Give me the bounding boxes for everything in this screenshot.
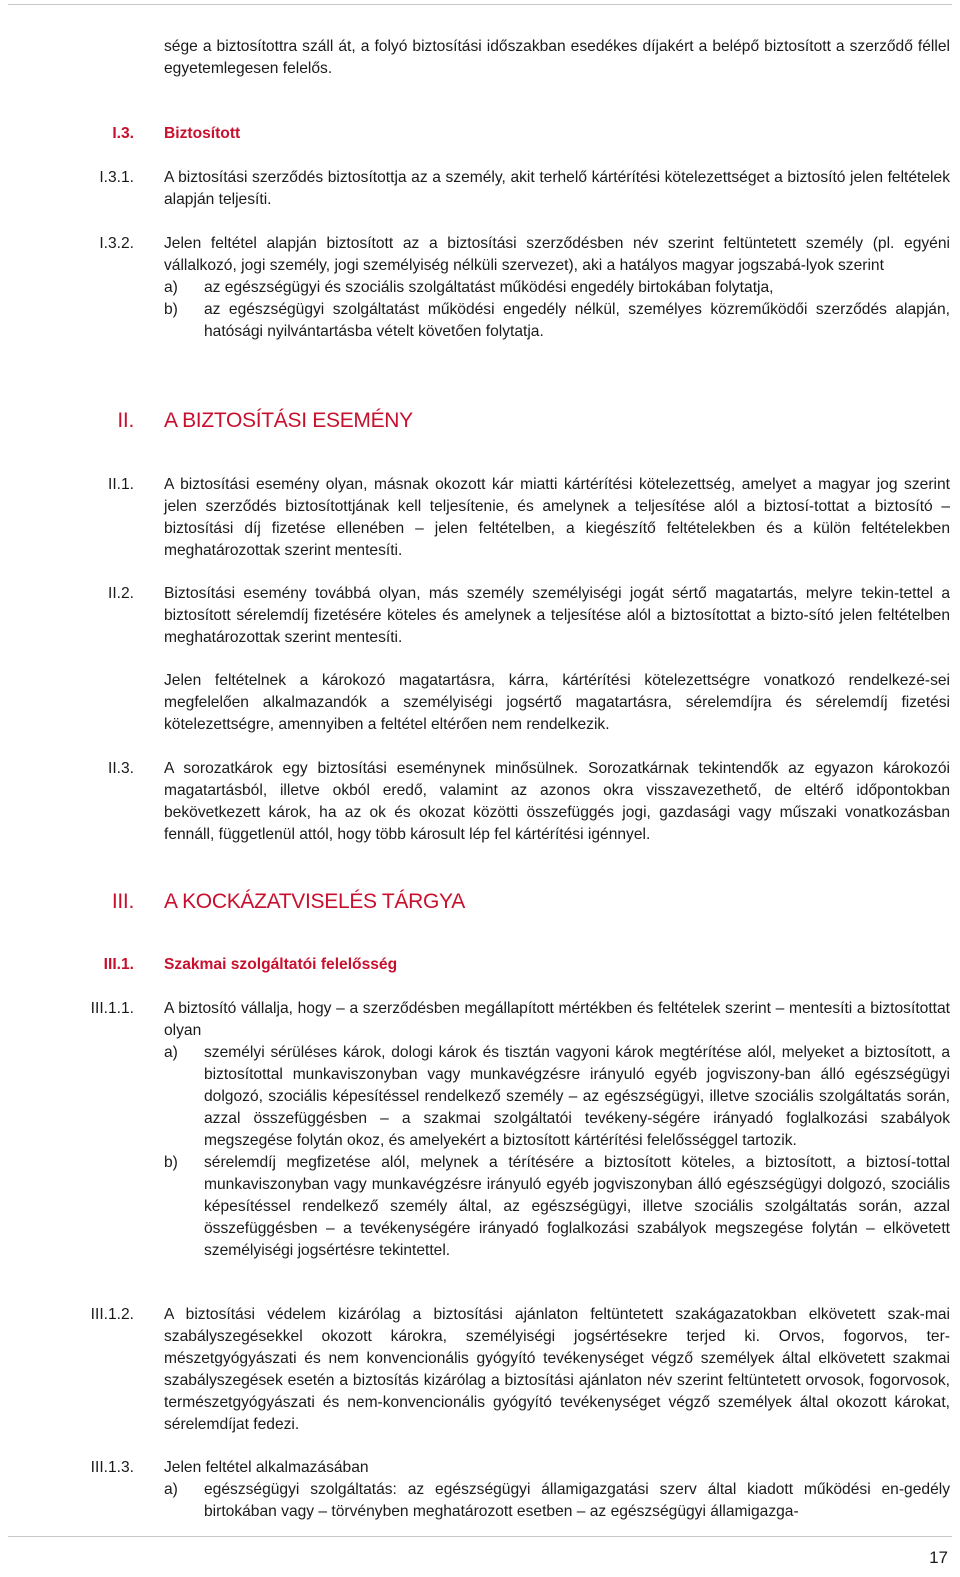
clause-text: Jelen feltételnek a károkozó magatartásra, kárra, kártérítési kötelezettségre vonatkozó rendelkezé-sei megfelelően alkalmazandók a személyiségi jogsértő magatartásra, sérelemdíjra és sérelemdíj fizetési kötelezettségre, amennyiben a feltétel eltérően nem rendelkezik. [164, 672, 950, 733]
section-number: III.1. [103, 956, 134, 973]
clause-text: A biztosítási szerződés biztosítottja az a személy, akit terhelő kártérítési kötelezettséget a biztosító jelen feltételek alapján teljesíti. [164, 169, 950, 208]
list-item-a [164, 1042, 950, 1152]
clause-text: Jelen feltétel alkalmazásában [164, 1459, 369, 1476]
list-text: sérelemdíj megfizetése alól, melynek a térítésére a biztosított köteles, a biztosított, a biztosí-tottal munkaviszonyban vagy munkavégzésre irányuló egyéb jogviszonyban álló egészségügyi dolgozó, szociális képesítéssel rendelkező személy által, az egészségügyi, illetve szociális szolgáltatás során, azzal összefüggésben – a tevékenységére irányadó foglalkozási szabályok megszegése folytán – elkövetett személyiségi jogsértésre tekintettel. [204, 1154, 950, 1259]
section-title: A KOCKÁZATVISELÉS TÁRGYA [164, 890, 465, 913]
clause-number: II.3. [107, 760, 134, 777]
section-number: II. [117, 409, 134, 432]
intro-text: sége a biztosítottra száll át, a folyó biztosítási időszakban esedékes díjakért a belépő biztosított a szerződő féllel egyetemlegesen felelős. [164, 38, 950, 77]
list-item-a [164, 277, 950, 299]
list-label: b) [164, 301, 178, 318]
clause-text: A sorozatkárok egy biztosítási eseménynek minősülnek. Sorozatkárnak tekintendők az egyazon károkozói magatartásból, illetve okból eredő, valamint az azonos okra visszavezethető, de eltérő időpontokban bekövetkezett károk, ha az ok és okozat közötti összefüggés jogi, gazdasági vagy műszaki vonatkozásban fennáll, függetlenül attól, hogy több károsult lép fel kártérítési igénnyel. [164, 760, 950, 843]
clause-text: A biztosítási esemény olyan, másnak okozott kár miatti kártérítési kötelezettség, amelyet a magyar jog szerint jelen szerződés biztosítottjának kell teljesítenie, és amelynek a teljesítése alól a biztosí-tottat a biztosító – biztosítási díj fizetése ellenében – jelen feltételben, a kiegészítő feltételekben és a külön feltételekben meghatározottak szerint mentesíti. [164, 476, 950, 559]
list-text: személyi sérüléses károk, dologi károk és tisztán vagyoni károk megtérítése alól, melyeket a biztosított, a biztosítottal munkaviszonyban vagy munkavégzésre irányuló egyéb jogviszony-ban álló egészségügyi dolgozó, szociális képesítéssel rendelkező személy – az egészségügyi, illetve szociális szolgáltatás során, azzal összefüggésben – a szakmai szolgáltatói tevékeny-ségére irányadó foglalkozási szabályok megszegése folytán okoz, és amelyekért a biztosított kártérítési felelősséggel tartozik. [204, 1044, 950, 1149]
clause-text: A biztosító vállalja, hogy – a szerződésben megállapított mértékben és feltételek szerint – mentesíti a biztosítottat olyan [164, 1000, 950, 1039]
section-number: III. [111, 890, 134, 913]
page-number: 17 [929, 1548, 948, 1567]
clause-number: III.1.1. [90, 1000, 134, 1017]
clause-body [164, 998, 950, 1262]
clause-text: Biztosítási esemény továbbá olyan, más személy személyiségi jogát sértő magatartás, melyre tekin-tettel a biztosított sérelemdíj fizetésére köteles és amelynek a teljesítése alól a biztosítottat a bizto-sító jelen feltételben meghatározottak szerint mentesíti. [164, 585, 950, 646]
clause-text: A biztosítási védelem kizárólag a biztosítási ajánlaton feltüntetett szakágazatokban elkövetett szak-mai szabályszegésekkel okozott károkra, személyiségi jogsértésekre terjed ki. Orvos, fogorvos, ter-mészetgyógyászati és nem konvencionális gyógyító tevékenységet végző személyek által elkövetett szakmai szabályszegések esetén a biztosítás kizárólag a biztosítási ajánlaton név szerint feltüntetett orvosok, fogorvosok, természetgyógyászati és nem-konvencionális gyógyító tevékenységet végző személyek által okozott károkat, sérelemdíjat fedezi. [164, 1306, 950, 1433]
clause-number: I.3.2. [99, 235, 134, 252]
section-title: A BIZTOSÍTÁSI ESEMÉNY [164, 409, 413, 432]
clause-number: III.1.3. [90, 1459, 134, 1476]
list-item-a [164, 1479, 950, 1523]
section-title: Biztosított [164, 125, 241, 142]
list-item-b [164, 1152, 950, 1262]
top-rule [8, 4, 952, 5]
clause-body [164, 1457, 950, 1523]
list-label: b) [164, 1154, 178, 1171]
list-text: az egészségügyi szolgáltatást működési engedély nélkül, személyes közreműködői szerződés alapján, hatósági nyilvántartásba vételt követően folytatja. [204, 301, 950, 340]
clause-text: Jelen feltétel alapján biztosított az a biztosítási szerződésben név szerint feltüntetett személy (pl. egyéni vállalkozó, jogi személy, jogi személyiség nélküli szervezet), aki a hatályos magyar jogszabá-lyok szerint [164, 235, 950, 274]
list-label: a) [164, 1044, 178, 1061]
clause-number: III.1.2. [90, 1306, 134, 1323]
list-text: egészségügyi szolgáltatás: az egészségügyi államigazgatási szerv által kiadott működési en-gedély birtokában vagy – törvényben meghatározott esetben – az egészségügyi államigazga- [204, 1481, 950, 1520]
section-title: Szakmai szolgáltatói felelősség [164, 956, 398, 973]
bottom-rule [8, 1536, 952, 1537]
clause-number: II.2. [107, 585, 134, 602]
list-label: a) [164, 279, 178, 296]
section-number: I.3. [112, 125, 134, 142]
list-label: a) [164, 1481, 178, 1498]
list-item-b [164, 299, 950, 343]
clause-number: II.1. [107, 476, 134, 493]
list-text: az egészségügyi és szociális szolgáltatást működési engedély birtokában folytatja, [204, 279, 774, 296]
clause-number: I.3.1. [99, 169, 134, 186]
clause-body [164, 233, 950, 343]
